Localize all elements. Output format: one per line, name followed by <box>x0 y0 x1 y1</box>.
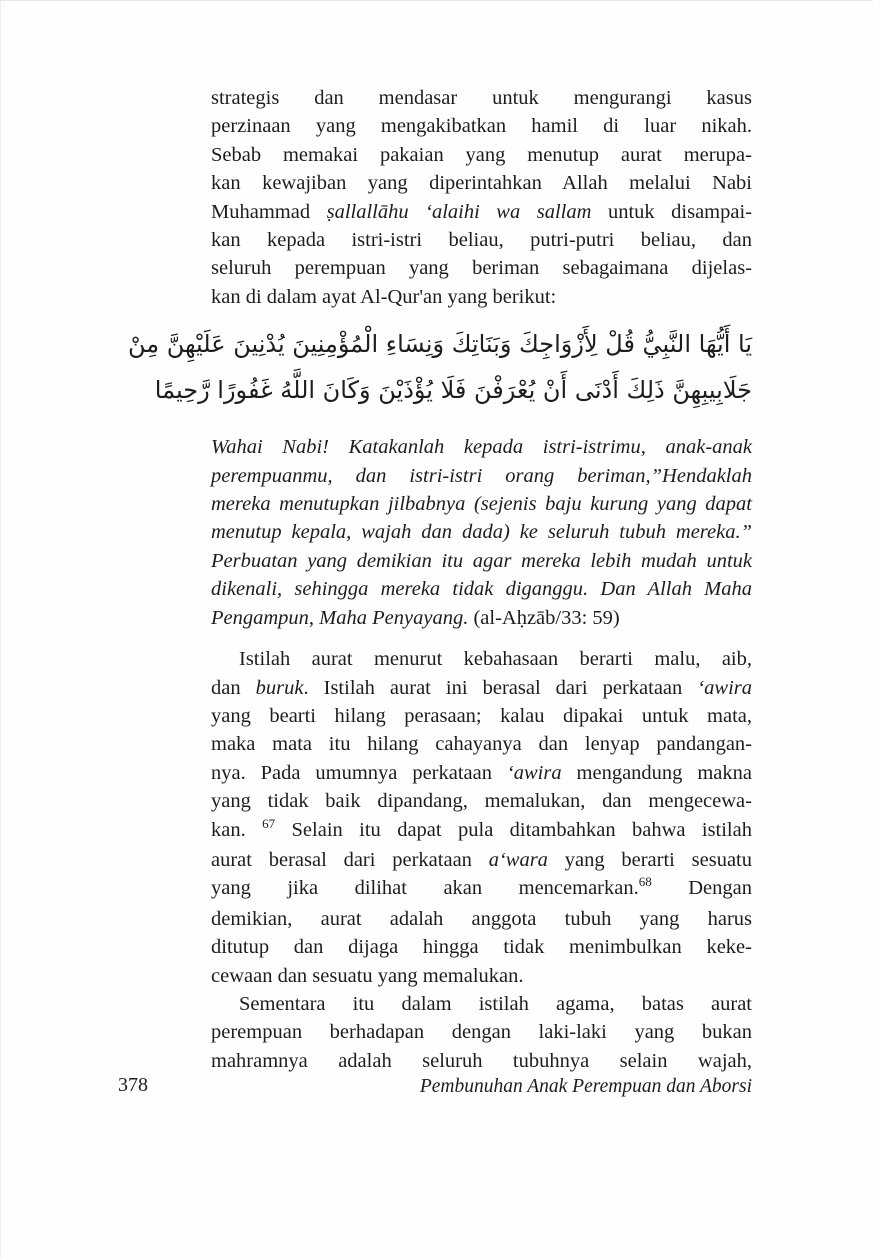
text-segment: Wahai Nabi! Katakanlah kepada istri-istrimu, anak-anak <box>211 436 752 459</box>
text-segment: cewaan dan sesuatu yang memalukan. <box>211 964 524 987</box>
paragraph-intro <box>211 84 752 311</box>
quran-verse-al-ahzab-59 <box>127 321 752 413</box>
text-line <box>211 141 752 169</box>
text-segment: . Istilah aurat ini berasal dari perkataan <box>303 676 698 699</box>
text-line <box>211 112 752 140</box>
text-line <box>211 254 752 282</box>
text-segment: mengandung makna <box>561 761 752 784</box>
text-line <box>211 645 752 673</box>
text-line <box>211 547 752 575</box>
text-line <box>211 905 752 933</box>
text-line <box>211 874 752 904</box>
text-line <box>211 169 752 197</box>
text-segment: a‘wara <box>488 848 548 871</box>
text-line <box>211 962 752 990</box>
text-line <box>211 84 752 112</box>
text-segment: perempuanmu, dan istri-istri orang beriman,”Hendaklah <box>211 464 752 487</box>
text-segment: kan kepada istri-istri beliau, putri-putri beliau, dan <box>211 229 752 252</box>
text-line <box>211 198 752 226</box>
text-segment: Pengampun, Maha Penyayang. <box>211 606 474 629</box>
text-segment: (al-Aḥzāb/33: 59) <box>473 606 620 629</box>
text-line <box>211 702 752 730</box>
text-segment: untuk disampai- <box>591 200 752 223</box>
page-content <box>127 84 752 1075</box>
text-segment: kan di dalam ayat Al-Qur'an yang berikut: <box>211 285 557 308</box>
paragraph-aurat-agama <box>211 990 752 1075</box>
footer-book-title: Pembunuhan Anak Perempuan dan Aborsi <box>419 1076 752 1097</box>
text-segment: Sementara itu dalam istilah agama, batas aurat <box>239 992 752 1015</box>
text-line <box>211 674 752 702</box>
text-segment: Selain itu dapat pula ditambahkan bahwa istilah <box>275 818 752 841</box>
text-segment: menutup kepala, wajah dan dada) ke seluruh tubuh mereka.” <box>211 521 752 544</box>
text-segment: dikenali, sehingga mereka tidak diganggu. Dan Allah Maha <box>211 578 752 601</box>
text-segment: maka mata itu hilang cahayanya dan lenyap pandangan- <box>211 733 752 756</box>
text-line <box>211 462 752 490</box>
text-line <box>211 730 752 758</box>
text-segment: perempuan berhadapan dengan laki-laki yang bukan <box>211 1021 752 1044</box>
text-segment: perzinaan yang mengakibatkan hamil di luar nikah. <box>211 115 752 138</box>
text-segment: yang tidak baik dipandang, memalukan, dan mengecewa- <box>211 790 752 813</box>
footer-page-number: 378 <box>118 1074 148 1096</box>
text-segment: kan kewajiban yang diperintahkan Allah melalui Nabi <box>211 172 752 195</box>
text-segment: Dengan <box>651 877 752 900</box>
text-line <box>154 367 752 413</box>
text-segment: demikian, aurat adalah anggota tubuh yang harus <box>211 907 752 930</box>
text-segment: nya. Pada umumnya perkataan <box>211 761 507 784</box>
text-segment: dan <box>211 676 256 699</box>
text-segment: mereka menutupkan jilbabnya (sejenis baju kurung yang dapat <box>211 493 752 516</box>
text-segment: Istilah aurat menurut kebahasaan berarti malu, aib, <box>239 648 752 671</box>
text-segment: ‘awira <box>506 761 562 784</box>
paragraph-aurat-definition <box>211 645 752 990</box>
text-segment: yang jika dilihat akan mencemarkan. <box>211 877 639 900</box>
text-line <box>211 575 752 603</box>
text-line <box>211 816 752 846</box>
text-segment: ‘awira <box>697 676 752 699</box>
text-line <box>211 490 752 518</box>
text-line <box>211 283 752 311</box>
verse-translation <box>211 433 752 632</box>
text-segment: mahramnya adalah seluruh tubuhnya selain wajah, <box>211 1049 752 1072</box>
text-line <box>211 933 752 961</box>
text-segment: strategis dan mendasar untuk mengurangi kasus <box>211 87 752 109</box>
text-segment: جَلَابِيبِهِنَّ ذَلِكَ أَدْنَى أَنْ يُعْرَفْنَ فَلَا يُؤْذَيْنَ وَكَانَ اللَّهُ غَفُورًا رَّحِيمًا <box>154 376 752 405</box>
text-line <box>127 321 752 367</box>
text-segment: Muhammad <box>211 200 327 223</box>
text-segment: buruk <box>255 676 304 699</box>
text-line <box>211 1018 752 1046</box>
text-segment: yang berarti sesuatu <box>547 848 752 871</box>
text-segment: يَا أَيُّهَا النَّبِيُّ قُلْ لِأَزْوَاجِكَ وَبَنَاتِكَ وَنِسَاءِ الْمُؤْمِنِينَ يُدْنِينَ عَلَيْهِنَّ مِنْ <box>127 330 752 359</box>
text-line <box>211 518 752 546</box>
footnote-marker: 67 <box>262 815 276 831</box>
text-segment: ṣallallāhu ‘alaihi wa sallam <box>326 200 592 223</box>
text-segment: kan. <box>211 818 263 841</box>
text-line <box>211 604 752 632</box>
text-segment: aurat berasal dari perkataan <box>211 848 489 871</box>
text-segment: seluruh perempuan yang beriman sebagaimana dijelas- <box>211 257 752 280</box>
text-line <box>211 433 752 461</box>
text-segment: ditutup dan dijaga hingga tidak menimbulkan keke- <box>211 936 752 959</box>
text-line <box>211 226 752 254</box>
text-segment: Sebab memakai pakaian yang menutup aurat merupa- <box>211 143 752 166</box>
text-line <box>211 990 752 1018</box>
text-line <box>211 759 752 787</box>
text-line <box>211 846 752 874</box>
text-line <box>211 1047 752 1075</box>
footnote-marker: 68 <box>638 874 652 890</box>
text-segment: yang bearti hilang perasaan; kalau dipakai untuk mata, <box>211 704 752 727</box>
text-segment: Perbuatan yang demikian itu agar mereka lebih mudah untuk <box>211 549 752 572</box>
text-line <box>211 787 752 815</box>
